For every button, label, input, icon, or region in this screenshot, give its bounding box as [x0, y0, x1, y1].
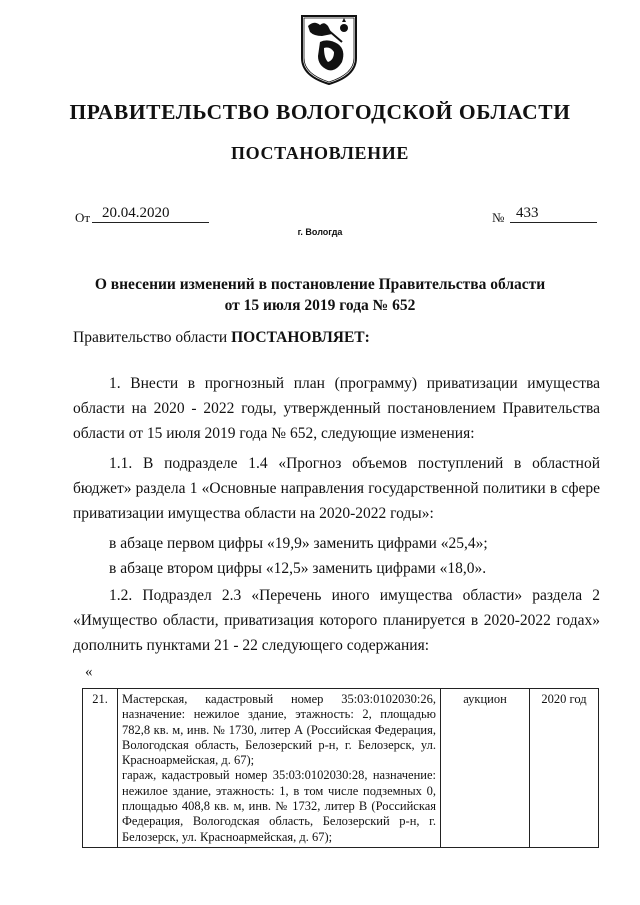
coat-of-arms-icon: [298, 12, 360, 86]
city: г. Вологда: [297, 227, 343, 237]
document-type: ПОСТАНОВЛЕНИЕ: [231, 143, 409, 163]
row-description: [118, 689, 441, 848]
paragraph-1-1: 1.1. В подразделе 1.4 «Прогноз объемов поступлений в областной бюджет» раздела 1 «Основные направления государственной политики в сфере приватизации имущества области на 2020-2022 годы»:: [73, 455, 600, 522]
table-row: [83, 689, 599, 848]
row-number: 21.: [83, 689, 118, 848]
government-title: ПРАВИТЕЛЬСТВО ВОЛОГОДСКОЙ ОБЛАСТИ: [69, 100, 571, 124]
paragraph-1-2: 1.2. Подраздел 2.3 «Перечень иного имущества области» раздела 2 «Имущество области, приватизация которого планируется в 2020-2022 годах» дополнить пунктами 21 - 22 следующего содержания:: [73, 587, 600, 654]
row-year: 2020 год: [530, 689, 599, 848]
subject-line-2: от 15 июля 2019 года № 652: [224, 297, 416, 314]
property-table: [82, 688, 599, 848]
row-method: аукцион: [441, 689, 530, 848]
paragraph-abzac-2: в абзаце втором цифры «12,5» заменить цифрами «18,0».: [109, 560, 487, 577]
document-subject: [60, 274, 580, 316]
date-label: От: [75, 210, 91, 225]
opening-quote: «: [85, 664, 93, 680]
description-item-2: гараж, кадастровый номер 35:03:0102030:28, назначение: нежилое здание, этажность: 1, в том числе подземных 0, площадью 408,8 кв. м, инв. № 1732, литер В (Российская Федерация, Вологодская область, Белозерский р-н, г. Белозерск, ул. Красноармейская, д. 67);: [122, 768, 436, 844]
preamble: [73, 329, 370, 347]
preamble-text: Правительство области: [73, 329, 232, 346]
description-item-1: Мастерская, кадастровый номер 35:03:0102030:26, назначение: нежилое здание, этажность: 2, площадью 782,8 кв. м, инв. № 1730, литер А (Российская Федерация, Вологодская область, Белозерский р-н, г. Белозерск, ул. Красноармейская, д. 67);: [122, 692, 436, 768]
document-date: 20.04.2020: [92, 205, 209, 223]
paragraph-1: 1. Внести в прогнозный план (программу) приватизации имущества области на 2020 - 2022 годы, утвержденный постановлением Правительства области от 15 июля 2019 года № 652, следующие изменения:: [73, 375, 600, 442]
document-number: 433: [510, 205, 597, 223]
preamble-emphasis: ПОСТАНОВЛЯЕТ:: [231, 329, 370, 346]
number-label: №: [492, 210, 505, 225]
paragraph-abzac-1: в абзаце первом цифры «19,9» заменить цифрами «25,4»;: [109, 535, 488, 552]
subject-line-1: О внесении изменений в постановление Правительства области: [94, 276, 546, 293]
